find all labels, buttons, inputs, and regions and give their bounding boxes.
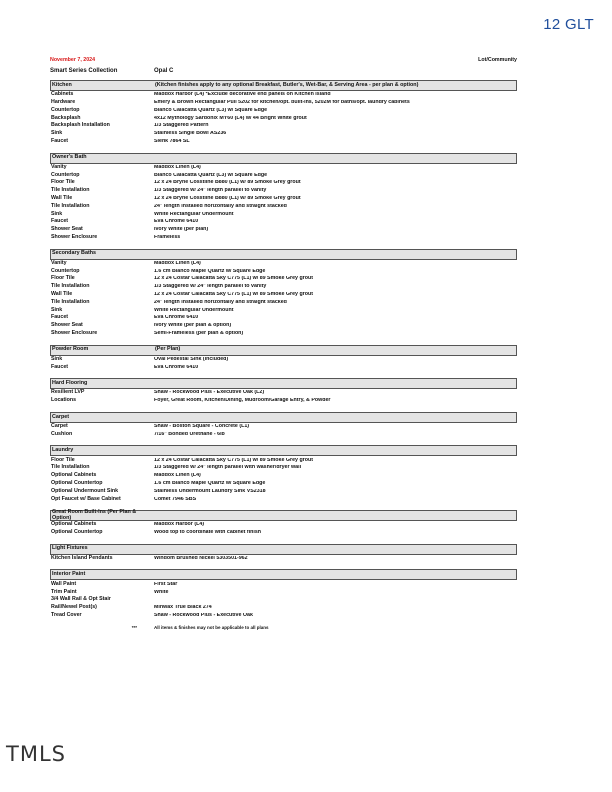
spec-value: Eva Chrome 6410 [154, 315, 199, 321]
spec-value: Shaw - Boston Square - Concrete (L1) [154, 423, 250, 429]
spec-row [50, 299, 517, 307]
section-title: Secondary Baths [52, 250, 97, 257]
spec-value: Eva Chrome 6410 [154, 364, 199, 370]
spec-value: Sienk 7864 SL [154, 139, 190, 145]
section-title: Light Fixtures [52, 545, 88, 552]
tmls-watermark-logo: TMLS [6, 742, 66, 766]
spec-label: Rail/Newel Post(s) [51, 604, 97, 611]
spec-row [50, 431, 517, 439]
spec-row [50, 171, 517, 179]
section [50, 153, 517, 242]
spec-value: 1.6 cm Blanco Maple Quartz w/ Square Edge [154, 268, 266, 274]
plan-name: Opal C [154, 67, 174, 74]
spec-label: Floor Tile [51, 179, 75, 186]
section-title: Owner's Bath [52, 154, 87, 161]
spec-row [50, 330, 517, 338]
spec-row [50, 234, 517, 242]
spec-value: Stainless Single Bowl AS236 [154, 131, 227, 137]
spec-label: Hardware [51, 99, 76, 106]
section-title: Interior Paint [52, 571, 86, 578]
spec-value: Shaw - Rockwood Plus - Executive Oak [154, 612, 253, 618]
section [50, 569, 517, 619]
section-note: (Per Plan) [155, 346, 181, 353]
section-header [50, 80, 517, 91]
section-header [50, 445, 517, 456]
spec-row [50, 130, 517, 138]
spec-value: 24" length installed horizontally and straight stacked [154, 299, 287, 305]
spec-label: Cabinets [51, 91, 74, 98]
spec-value: Maddox Linen (L4) [154, 164, 201, 170]
section [50, 412, 517, 439]
footnote-mark: *** [131, 625, 137, 631]
spec-value: 1/3 Staggered w/ 24" length parallel to vanity [154, 188, 267, 194]
spec-label: Tile Installation [51, 283, 90, 290]
spec-label: Optional Cabinets [51, 472, 97, 479]
spec-label: Floor Tile [51, 456, 75, 463]
spec-value: 12 x 24 Costar Calacatta Sky C775 (L1) w/ 89 Smoke Grey grout [154, 457, 313, 463]
spec-row [50, 604, 517, 612]
section-title: Kitchen [52, 81, 72, 88]
spec-value: White Rectangular Undermount [154, 307, 234, 313]
finish-schedule-document [50, 57, 517, 631]
spec-row [50, 487, 517, 495]
document-top-line [50, 57, 517, 65]
spec-value: Minwax True Black 274 [154, 605, 212, 611]
spec-row [50, 495, 517, 503]
section [50, 80, 517, 146]
spec-label: Sink [51, 130, 63, 137]
spec-value: 12 x 24 Costar Calacatta Sky C775 (L1) w/ 89 Smoke Grey grout [154, 276, 313, 282]
spec-value: Maddox Harbor (L4) *Exclude decorative end panels on Kitchen Island [154, 92, 331, 98]
spec-value: Oval Pedestal Sink (included) [154, 356, 229, 362]
spec-label: Tread Cover [51, 611, 82, 618]
spec-label: Sink [51, 355, 63, 362]
section [50, 510, 517, 537]
spec-row [50, 283, 517, 291]
spec-row [50, 397, 517, 405]
spec-row [50, 529, 517, 537]
spec-label: Cushion [51, 430, 73, 437]
spec-label: Countertop [51, 171, 80, 178]
spec-label: Resilient LVP [51, 389, 85, 396]
spec-row [50, 179, 517, 187]
spec-label: Kitchen Island Pendants [51, 554, 113, 561]
spec-row [50, 363, 517, 371]
spec-label: Tile Installation [51, 298, 90, 305]
section [50, 378, 517, 405]
spec-value: Maddox Harbor (L4) [154, 522, 205, 528]
section-header [50, 378, 517, 389]
spec-label: Faucet [51, 363, 69, 370]
spec-label: Vanity [51, 259, 67, 266]
spec-row [50, 389, 517, 397]
spec-value: Semi-Frameless (per plan & option) [154, 330, 244, 336]
section-note: (Kitchen finishes apply to any optional Breakfast, Butler's, Wet-Bar, & Serving Area - per plan & option) [155, 81, 419, 88]
spec-row [50, 322, 517, 330]
spec-label: Shower Seat [51, 322, 83, 329]
section-header [50, 153, 517, 164]
spec-label: Shower Seat [51, 226, 83, 233]
spec-row [50, 91, 517, 99]
section-header [50, 569, 517, 580]
spec-value: Blanco Calacatta Quartz (L3) w/ Square Edge [154, 107, 268, 113]
section [50, 445, 517, 503]
spec-label: Tile Installation [51, 464, 90, 471]
finish-sections [50, 80, 517, 619]
spec-label: 3/4 Wall Rail & Opt Stair [51, 596, 111, 603]
spec-label: Shower Enclosure [51, 234, 98, 240]
spec-label: Tile Installation [51, 202, 90, 209]
collection-title-row [50, 65, 517, 76]
spec-label: Countertop [51, 267, 80, 274]
spec-row [50, 456, 517, 464]
spec-row [50, 588, 517, 596]
section-title: Great Room Built-Ins (Per Plan & Option) [52, 509, 137, 521]
spec-value: Maddox Linen (L4) [154, 473, 201, 479]
footnote-text: All items & finishes may not be applicable to all plans [154, 625, 269, 631]
spec-label: Tile Installation [51, 187, 90, 194]
spec-row [50, 260, 517, 268]
section-header [50, 544, 517, 555]
spec-label: Faucet [51, 314, 69, 321]
spec-value: Frameless [154, 235, 181, 240]
section-header [50, 345, 517, 356]
spec-label: Optional Countertop [51, 479, 103, 486]
spec-row [50, 306, 517, 314]
spec-label: Carpet [51, 422, 68, 429]
spec-label: Wall Paint [51, 580, 77, 587]
spec-row [50, 195, 517, 203]
section-header [50, 510, 517, 521]
collection-label: Smart Series Collection [50, 67, 118, 74]
section-title: Carpet [52, 413, 70, 420]
spec-value: Wood top to coordinate with cabinet finish [154, 530, 262, 536]
spec-label: Backsplash [51, 114, 81, 121]
spec-row [50, 122, 517, 130]
spec-row [50, 138, 517, 146]
spec-value: Shaw - Rockwood Plus - Executive Oak (L2) [154, 390, 265, 396]
spec-value: Comet 7946 SBS [154, 496, 197, 502]
spec-row [50, 472, 517, 480]
spec-value: 12 x 24 Bryne Cosstline B880 (L1) w/ 89 Smoke Grey grout [154, 180, 301, 186]
spec-value: 24" length installed horizontally and straight stacked [154, 203, 287, 209]
spec-row [50, 480, 517, 488]
spec-row [50, 521, 517, 529]
spec-value: 4x12 Mythology Sardonix MY60 (L4) w/ 44 Bright White grout [154, 115, 307, 121]
spec-value: Stainless Undermount Laundry Sink VS2318 [154, 488, 266, 494]
spec-row [50, 164, 517, 172]
spec-label: Floor Tile [51, 275, 75, 282]
spec-row [50, 267, 517, 275]
page-corner-tag: 12 GLT [543, 16, 594, 33]
spec-value: Ivory White (per plan) [154, 227, 209, 233]
spec-row [50, 555, 517, 563]
spec-row [50, 291, 517, 299]
section-title: Hard Flooring [52, 379, 88, 386]
spec-value: Eva Chrome 6410 [154, 219, 199, 225]
section [50, 249, 517, 338]
spec-value: Ivory White (per plan & option) [154, 323, 232, 329]
spec-label: Wall Tile [51, 195, 73, 202]
spec-value: 7/16" Bonded Urethane - 6lb [154, 431, 225, 437]
section-title: Laundry [52, 447, 74, 454]
spec-value: 1/3 Staggered w/ 24" length parallel with washer/dryer wall [154, 465, 302, 471]
spec-label: Faucet [51, 218, 69, 225]
spec-value: White [154, 589, 169, 595]
spec-value: White Rectangular Undermount [154, 211, 234, 217]
spec-row [50, 226, 517, 234]
spec-row [50, 314, 517, 322]
spec-label: Optional Cabinets [51, 521, 97, 528]
section-header [50, 249, 517, 260]
spec-label: Sink [51, 210, 63, 217]
section-title: Powder Room [52, 346, 89, 353]
document-date: November 7, 2024 [50, 57, 96, 64]
spec-row [50, 423, 517, 431]
section-header [50, 412, 517, 423]
spec-value: First Star [154, 581, 178, 587]
spec-label: Optional Countertop [51, 529, 103, 536]
spec-label: Optional Undermount Sink [51, 487, 119, 494]
spec-label: Shower Enclosure [51, 329, 98, 336]
spec-label: Locations [51, 397, 77, 404]
spec-value: 12 x 24 Costar Calacatta Sky C775 (L1) w/ 89 Smoke Grey grout [154, 291, 313, 297]
spec-value: 1.6 cm Blanco Maple Quartz w/ Square Edge [154, 480, 266, 486]
spec-value: Emery & Brown Rectangular Pull 5202 for kitchen/opt. built-ins, 5202M for baths/opt. laundry cabinets [154, 100, 410, 106]
spec-label: Wall Tile [51, 290, 73, 297]
spec-row [50, 99, 517, 107]
spec-row [50, 612, 517, 620]
spec-value: Maddox Linen (L4) [154, 260, 201, 266]
spec-value: Windom Brushed Nickel 5303501-962 [154, 555, 248, 561]
spec-label: Sink [51, 306, 63, 313]
spec-row [50, 596, 517, 604]
spec-label: Countertop [51, 106, 80, 113]
spec-value: 1/3 Staggered Pattern [154, 123, 209, 129]
spec-value: Foyer, Great Room, Kitchen/Dining, Mudroom/Garage Entry, & Powder [154, 398, 331, 404]
spec-label: Vanity [51, 163, 67, 170]
spec-row [50, 356, 517, 364]
spec-value: Blanco Calacatta Quartz (L3) w/ Square Edge [154, 172, 268, 178]
section [50, 544, 517, 563]
section [50, 345, 517, 372]
spec-label: Backsplash Installation [51, 122, 110, 129]
spec-row [50, 210, 517, 218]
spec-row [50, 218, 517, 226]
spec-label: Trim Paint [51, 588, 77, 595]
spec-row [50, 580, 517, 588]
spec-row [50, 187, 517, 195]
footnote [50, 626, 517, 631]
spec-row [50, 203, 517, 211]
spec-row [50, 275, 517, 283]
spec-value: 1/3 Staggered w/ 24" length parallel to vanity [154, 284, 267, 290]
spec-label: Faucet [51, 138, 69, 145]
spec-row [50, 107, 517, 115]
spec-row [50, 464, 517, 472]
lot-community-label: Lot/Community [478, 57, 517, 64]
spec-row [50, 114, 517, 122]
spec-value: 12 x 24 Bryne Cosstline B880 (L1) w/ 89 Smoke Grey grout [154, 196, 301, 202]
spec-label: Opt Faucet w/ Base Cabinet [51, 495, 121, 502]
